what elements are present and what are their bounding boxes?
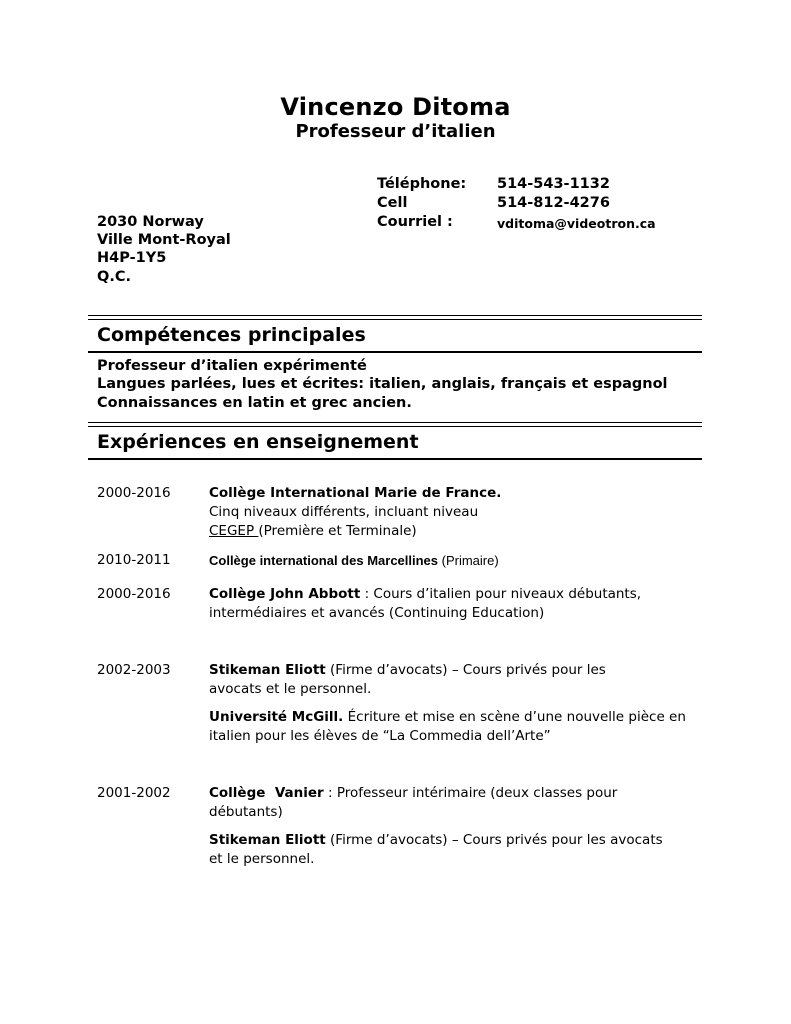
org-name: Collège Vanier — [209, 785, 324, 801]
experience-description — [209, 784, 757, 869]
phone-label: Téléphone: — [377, 176, 467, 192]
org-name: Université McGill. — [209, 709, 344, 725]
description-text: : Cours d’italien pour niveaux débutants, — [360, 586, 642, 602]
skill-line: Langues parlées, lues et écrites: italien, anglais, français et espagnol — [97, 376, 668, 393]
phone-value: 514-543-1132 — [497, 176, 610, 192]
person-title: Professeur d’italien — [295, 121, 496, 142]
contact-block — [377, 175, 656, 232]
contact-row-phone — [377, 175, 656, 194]
contact-row-email — [377, 213, 656, 232]
description-text: et le personnel. — [209, 851, 315, 867]
experience-description — [209, 551, 757, 570]
skill-line: Connaissances en latin et grec ancien. — [97, 394, 412, 411]
org-name: Stikeman Eliott — [209, 662, 326, 678]
org-name: Collège John Abbott — [209, 586, 361, 602]
underlined-text: CEGEP — [209, 523, 259, 539]
experience-entry — [97, 661, 757, 746]
experience-date: 2000-2016 — [97, 586, 171, 602]
experience-date: 2000-2016 — [97, 485, 171, 501]
description-text: (Primaire) — [438, 553, 499, 568]
org-name: Collège International Marie de France. — [209, 485, 502, 501]
address-line: Q.C. — [97, 268, 131, 285]
experience-description — [209, 661, 757, 746]
description-text: débutants) — [209, 804, 283, 820]
description-text: (Firme d’avocats) – Cours privés pour les avocats — [325, 832, 663, 848]
title-block — [0, 93, 791, 142]
cell-value: 514-812-4276 — [497, 195, 610, 211]
skills-list — [97, 357, 668, 412]
section-title: Expériences en enseignement — [97, 431, 419, 453]
description-text: (Firme d’avocats) – Cours privés pour les — [325, 662, 606, 678]
email-value: vditoma@videotron.ca — [497, 216, 656, 231]
experience-entry — [97, 784, 757, 869]
experience-description — [209, 484, 757, 541]
person-name: Vincenzo Ditoma — [280, 93, 511, 121]
email-label: Courriel : — [377, 214, 453, 230]
description-text: Écriture et mise en scène d’une nouvelle pièce en — [343, 709, 686, 725]
section-heading-experiences — [88, 422, 702, 460]
address-line: Ville Mont-Royal — [97, 232, 231, 249]
address-line: H4P-1Y5 — [97, 250, 167, 267]
experience-entry — [97, 585, 757, 623]
section-title: Compétences principales — [97, 324, 366, 346]
experience-date: 2002-2003 — [97, 662, 171, 678]
address-line: 2030 Norway — [97, 214, 204, 230]
description-text: (Première et Terminale) — [258, 523, 417, 539]
experience-date: 2010-2011 — [97, 552, 171, 568]
description-text: intermédiaires et avancés (Continuing Education) — [209, 605, 545, 621]
cell-label: Cell — [377, 195, 408, 211]
description-text: italien pour les élèves de “La Commedia dell’Arte” — [209, 728, 551, 744]
org-name: Stikeman Eliott — [209, 832, 326, 848]
experience-description — [209, 585, 757, 623]
description-text: Cinq niveaux différents, incluant niveau — [209, 504, 479, 520]
description-text: : Professeur intérimaire (deux classes pour — [323, 785, 618, 801]
org-name: Collège international des Marcellines — [209, 553, 439, 568]
contact-row-cell — [377, 194, 656, 213]
experience-date: 2001-2002 — [97, 785, 171, 801]
section-heading-competences — [88, 315, 702, 353]
experience-entry — [97, 551, 757, 570]
skill-line: Professeur d’italien expérimenté — [97, 358, 367, 374]
address-block — [97, 213, 231, 286]
description-text: avocats et le personnel. — [209, 681, 372, 697]
experience-entry — [97, 484, 757, 541]
